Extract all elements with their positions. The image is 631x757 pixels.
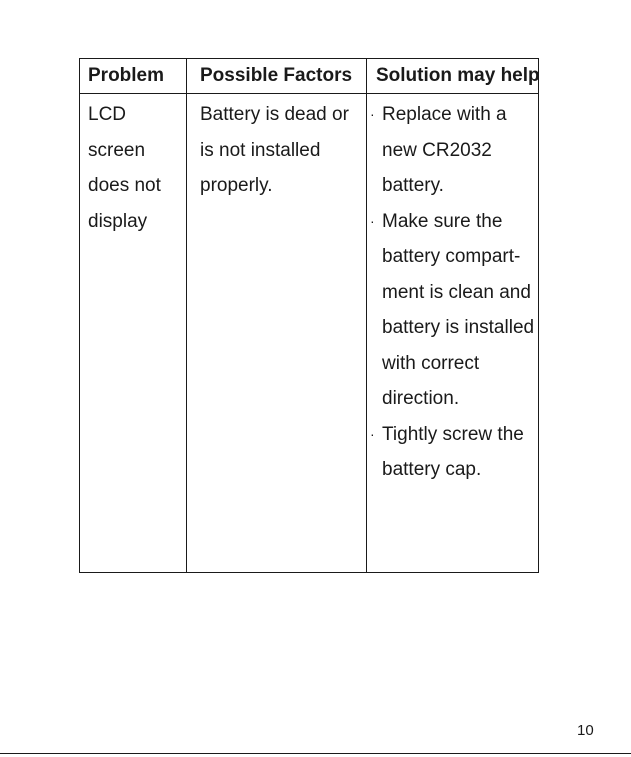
solution-line: Make sure the <box>382 210 503 232</box>
solution-line: battery. <box>382 175 444 196</box>
footer-rule <box>0 753 631 754</box>
column-divider <box>186 59 187 572</box>
solution-item <box>370 417 538 488</box>
solution-line: battery is installed <box>382 317 535 338</box>
problem-cell <box>88 94 184 239</box>
solution-item <box>370 204 538 417</box>
solution-item <box>370 97 538 204</box>
solution-cell <box>370 94 538 488</box>
solution-line: battery cap. <box>382 459 482 480</box>
column-divider <box>366 59 367 572</box>
solution-line: with correct <box>382 352 480 374</box>
problem-line: display <box>88 210 148 232</box>
factor-line: properly. <box>200 175 273 196</box>
bullet-dot: · <box>370 212 375 229</box>
bullet-dot: · <box>370 425 375 442</box>
problem-line: LCD <box>88 104 127 125</box>
header-problem: Problem <box>88 65 165 86</box>
problem-line: screen <box>88 139 146 161</box>
troubleshooting-table <box>79 58 539 573</box>
factor-line: Battery is dead or <box>200 104 349 125</box>
solution-line: new CR2032 <box>382 139 492 161</box>
solution-line: direction. <box>382 388 460 409</box>
solution-line: Tightly screw the <box>382 423 524 445</box>
header-possible-factors: Possible Factors <box>200 65 353 86</box>
solution-line: battery compart- <box>382 246 521 267</box>
problem-line: does not <box>88 175 161 196</box>
page-number: 10 <box>577 722 594 739</box>
bullet-dot: · <box>370 106 375 122</box>
solution-line: Replace with a <box>382 104 507 125</box>
factor-line: is not installed <box>200 139 321 161</box>
factors-cell <box>200 94 364 204</box>
header-solution: Solution may help <box>376 65 540 86</box>
solution-line: ment is clean and <box>382 281 531 303</box>
